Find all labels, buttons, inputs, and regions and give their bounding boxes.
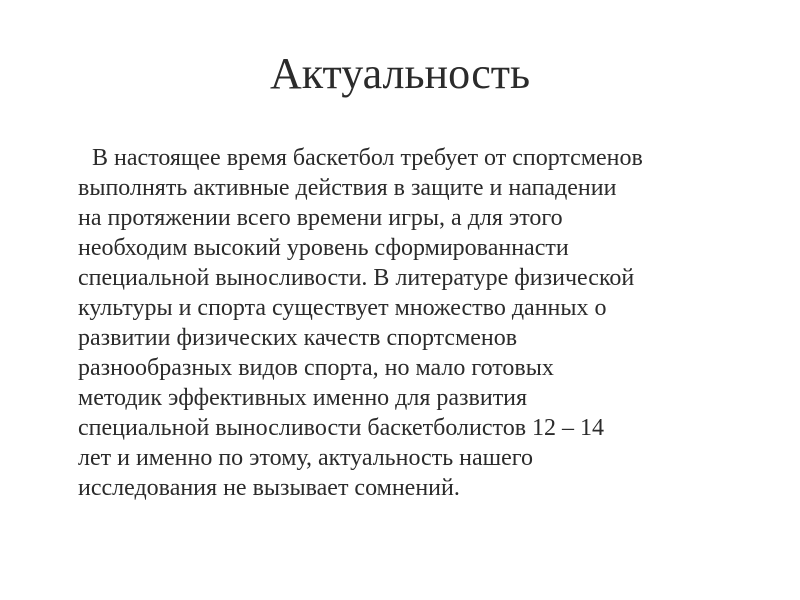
body-line: специальной выносливости баскетболистов 12 – 14 [78,415,605,441]
body-line: исследования не вызывает сомнений. [78,475,460,501]
body-line: В настоящее время баскетбол требует от спортсменов [92,145,643,171]
body-line: культуры и спорта существует множество данных о [78,295,607,321]
body-line: на протяжении всего времени игры, а для этого [78,205,563,231]
body-line: специальной выносливости. В литературе физической [78,265,635,291]
slide-body-text [78,143,758,503]
body-line: разнообразных видов спорта, но мало готовых [78,355,554,381]
body-line: развитии физических качеств спортсменов [78,325,518,351]
body-line: методик эффективных именно для развития [78,385,528,411]
slide-title: Актуальность [269,49,531,98]
body-line: лет и именно по этому, актуальность нашего [78,445,534,471]
body-line: выполнять активные действия в защите и нападении [78,175,617,201]
body-line: необходим высокий уровень сформированнасти [78,235,569,261]
